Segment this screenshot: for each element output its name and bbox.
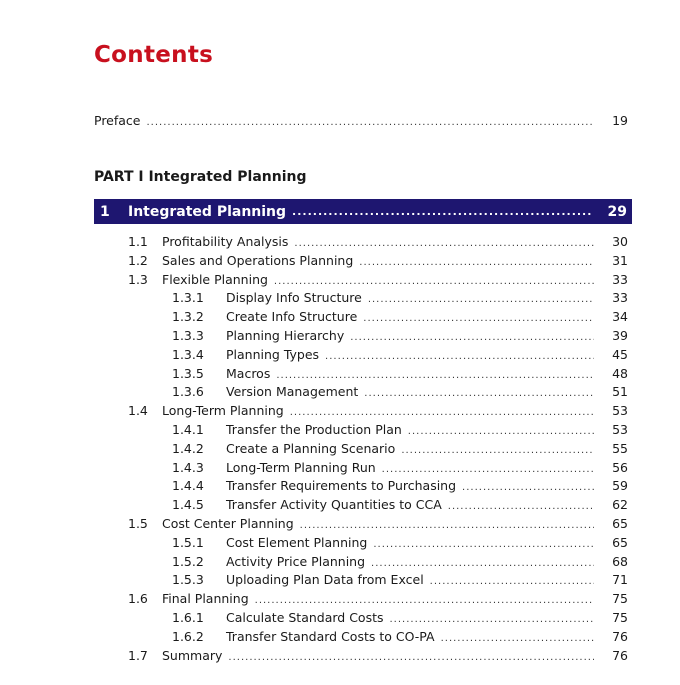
entry-label: Activity Price Planning [226, 553, 366, 569]
entry-label: Long-Term Planning Run [226, 459, 376, 475]
dot-leader [462, 479, 594, 497]
toc-entry[interactable] [94, 402, 628, 420]
entry-number: 1.3.4 [172, 346, 204, 362]
part-heading: PART I Integrated Planning [94, 169, 307, 185]
entry-number: 1.4.1 [172, 422, 204, 437]
dot-leader [430, 573, 594, 591]
dot-leader [371, 555, 594, 573]
entry-number: 1.6.1 [172, 610, 204, 625]
entry-label: Uploading Plan Data from Excel [226, 572, 424, 588]
entry-page: 30 [612, 234, 628, 249]
entry-number: 1.5 [128, 516, 148, 531]
toc-entry[interactable] [94, 233, 628, 251]
entry-number: 1.5.1 [172, 534, 204, 550]
entry-page: 59 [612, 478, 628, 494]
entry-label: Flexible Planning [162, 271, 268, 287]
entry-number: 1.4.2 [172, 440, 204, 456]
toc-entry[interactable] [94, 590, 628, 608]
entry-number: 1.7 [128, 647, 148, 663]
entry-number: 1.6.2 [172, 628, 204, 644]
toc-entry-preface[interactable] [94, 112, 628, 130]
toc-entry[interactable] [94, 271, 628, 289]
dot-leader [228, 649, 594, 667]
dot-leader [373, 536, 594, 554]
dot-leader [448, 498, 594, 516]
entry-label: Create Info Structure [226, 309, 358, 325]
entry-number: 1.5.2 [172, 553, 204, 569]
entry-page: 76 [612, 647, 628, 663]
entry-label: Final Planning [162, 591, 249, 607]
entry-number: 1.4.4 [172, 478, 204, 494]
entry-label: Version Management [226, 384, 359, 400]
entry-number: 1.3.2 [172, 309, 204, 325]
toc-entry[interactable] [94, 647, 628, 665]
entry-number: 1.3.6 [172, 384, 204, 400]
toc-entry[interactable] [94, 628, 628, 646]
toc-entry[interactable] [94, 308, 628, 326]
dot-leader [147, 114, 595, 132]
entry-page: 45 [612, 346, 628, 362]
entry-page: 68 [612, 553, 628, 569]
entry-number: 1.3.3 [172, 328, 204, 343]
entry-label: Transfer Standard Costs to CO-PA [226, 628, 435, 644]
entry-label: Transfer Activity Quantities to CCA [226, 497, 442, 513]
entry-number: 1.4 [128, 403, 148, 419]
toc-entry[interactable] [94, 477, 628, 495]
toc-entry[interactable] [94, 327, 628, 345]
dot-leader [292, 205, 593, 218]
entry-label: Cost Center Planning [162, 516, 294, 531]
entry-page: 62 [612, 497, 628, 513]
dot-leader [363, 310, 594, 328]
entry-page: 19 [612, 113, 628, 128]
entry-label: Macros [226, 365, 271, 381]
toc-entry[interactable] [94, 365, 628, 383]
toc-entry[interactable] [94, 421, 628, 439]
entry-label: Calculate Standard Costs [226, 610, 384, 625]
entry-number: 1.2 [128, 252, 148, 268]
entry-label: Summary [162, 647, 223, 663]
page-title: Contents [94, 42, 214, 68]
entry-page: 33 [612, 290, 628, 306]
dot-leader [325, 348, 594, 366]
entry-number: 1.5.3 [172, 572, 204, 588]
toc-entry[interactable] [94, 571, 628, 589]
dot-leader [255, 592, 594, 610]
entry-page: 33 [612, 271, 628, 287]
entry-page: 71 [612, 572, 628, 588]
entry-page: 39 [612, 328, 628, 343]
entry-label: Display Info Structure [226, 290, 362, 306]
entry-number: 1.1 [128, 234, 148, 249]
chapter-page: 29 [607, 203, 627, 220]
dot-leader [359, 254, 594, 272]
chapter-banner[interactable] [94, 199, 632, 224]
entry-label: Profitability Analysis [162, 234, 289, 249]
entry-page: 76 [612, 628, 628, 644]
toc-entry[interactable] [94, 496, 628, 514]
entry-number: 1.4.5 [172, 497, 204, 513]
dot-leader [408, 423, 594, 441]
entry-number: 1.4.3 [172, 459, 204, 475]
dot-leader [274, 273, 594, 291]
entry-page: 65 [612, 516, 628, 531]
toc-entry[interactable] [94, 553, 628, 571]
entry-page: 65 [612, 534, 628, 550]
entry-page: 31 [612, 252, 628, 268]
dot-leader [382, 461, 594, 479]
entry-page: 75 [612, 610, 628, 625]
toc-entry[interactable] [94, 515, 628, 533]
dot-leader [276, 367, 594, 385]
toc-entry[interactable] [94, 609, 628, 627]
dot-leader [401, 442, 594, 460]
dot-leader [290, 404, 594, 422]
entry-page: 53 [612, 403, 628, 419]
chapter-label: Integrated Planning [128, 203, 287, 220]
entry-page: 34 [612, 309, 628, 325]
entry-label: Transfer the Production Plan [226, 422, 402, 437]
toc-entry[interactable] [94, 383, 628, 401]
dot-leader [300, 517, 594, 535]
entry-label: Planning Hierarchy [226, 328, 345, 343]
entry-page: 53 [612, 422, 628, 437]
entry-label: Cost Element Planning [226, 534, 368, 550]
toc-entry[interactable] [94, 534, 628, 552]
toc-entry[interactable] [94, 289, 628, 307]
entry-page: 56 [612, 459, 628, 475]
entry-number: 1.3 [128, 271, 148, 287]
dot-leader [294, 235, 594, 253]
dot-leader [441, 630, 594, 648]
toc-entry[interactable] [94, 346, 628, 364]
entry-label: Sales and Operations Planning [162, 252, 354, 268]
entry-page: 51 [612, 384, 628, 400]
entry-number: 1.3.5 [172, 365, 204, 381]
dot-leader [368, 291, 594, 309]
entry-page: 55 [612, 440, 628, 456]
entry-number: 1.3.1 [172, 290, 204, 306]
toc-entry[interactable] [94, 440, 628, 458]
entry-label: Preface [94, 113, 141, 128]
toc-entry[interactable] [94, 252, 628, 270]
entry-page: 75 [612, 591, 628, 607]
dot-leader [350, 329, 594, 347]
entry-number: 1.6 [128, 591, 148, 607]
chapter-number: 1 [100, 203, 110, 220]
entry-label: Long-Term Planning [162, 403, 284, 419]
entry-page: 48 [612, 365, 628, 381]
entry-label: Transfer Requirements to Purchasing [226, 478, 457, 494]
dot-leader [390, 611, 595, 629]
toc-entry[interactable] [94, 459, 628, 477]
entry-label: Planning Types [226, 346, 320, 362]
dot-leader [364, 385, 594, 403]
entry-label: Create a Planning Scenario [226, 440, 396, 456]
